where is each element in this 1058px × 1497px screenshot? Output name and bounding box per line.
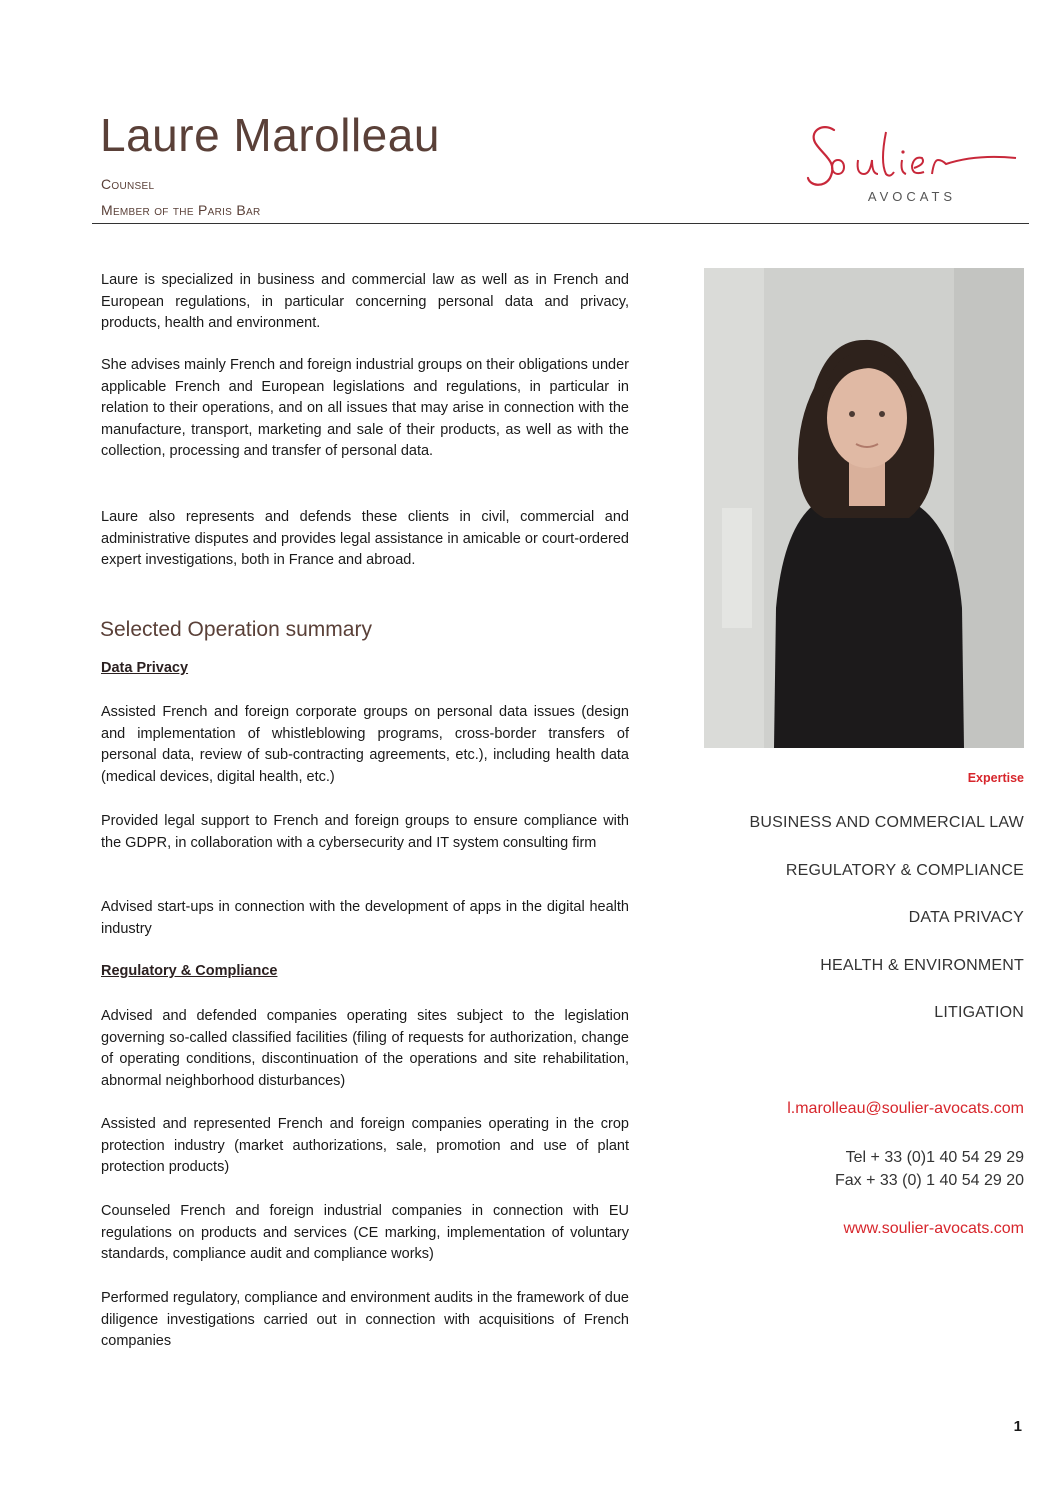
section-heading-data-privacy: Data Privacy [101,660,189,676]
intro-paragraph: Laure is specialized in business and commercial law as well as in French and European regulations, in particular concerning personal data and privacy, products, health and environment. [101,272,629,331]
list-item: Assisted French and foreign corporate groups on personal data issues (design and implementation of whistleblowing programs, cross-border transfers of personal data, review of sub-contracting agreements, etc.), including health data (medical devices, digital health, etc.) [101,704,629,785]
expertise-item: REGULATORY & COMPLIANCE [785,862,1024,879]
fax-number: Fax + 33 (0) 1 40 54 29 20 [834,1172,1024,1189]
page-number: 1 [1013,1418,1022,1435]
list-item: Performed regulatory, compliance and environment audits in the framework of due diligence investigations carried out in connection with acquisitions of French companies [101,1290,629,1349]
header-divider [92,223,1029,224]
intro-paragraph: She advises mainly French and foreign industrial groups on their obligations under applicable French and European legislations and regulations, in particular in relation to their operations, and on all issues that may arise in connection with the manufacture, transport, marketing and sale of their products, as well as with the collection, processing and transfer of personal data. [101,357,629,459]
phone-number: Tel + 33 (0)1 40 54 29 29 [845,1149,1024,1166]
logo-subtitle: AVOCATS [867,189,957,204]
expertise-item: DATA PRIVACY [908,909,1024,926]
summary-title: Selected Operation summary [100,618,372,641]
website-link[interactable]: www.soulier-avocats.com [843,1220,1024,1237]
profile-name: Laure Marolleau [100,109,440,161]
email-link[interactable]: l.marolleau@soulier-avocats.com [787,1100,1024,1117]
expertise-item: BUSINESS AND COMMERCIAL LAW [749,814,1024,831]
expertise-label: Expertise [967,771,1024,785]
profile-role: Counsel [101,176,155,192]
expertise-item: HEALTH & ENVIRONMENT [820,957,1024,974]
list-item: Assisted and represented French and foreign companies operating in the crop protection industry (market authorizations, sale, promotion and use of plant protection products) [101,1116,629,1175]
intro-paragraph: Laure also represents and defends these clients in civil, commercial and administrative disputes and provides legal assistance in amicable or court-ordered expert investigations, both in France and abroad. [101,509,629,568]
list-item: Advised start-ups in connection with the development of apps in the digital health industry [101,899,629,937]
section-heading-regulatory: Regulatory & Compliance [101,963,278,979]
expertise-item: LITIGATION [934,1004,1024,1021]
profile-photo [704,268,1024,748]
list-item: Advised and defended companies operating sites subject to the legislation governing so-called classified facilities (filing of requests for authorization, change of operating conditions, discontinuation of the operations and site rehabilitation, abnormal neighborhood disturbances) [101,1008,629,1089]
list-item: Provided legal support to French and foreign groups to ensure compliance with the GDPR, in collaboration with a cybersecurity and IT system consulting firm [101,813,629,851]
list-item: Counseled French and foreign industrial companies in connection with EU regulations on products and services (CE marking, implementation of voluntary standards, compliance audit and compliance works) [101,1203,629,1262]
profile-bar-membership: Member of the Paris Bar [101,202,261,218]
